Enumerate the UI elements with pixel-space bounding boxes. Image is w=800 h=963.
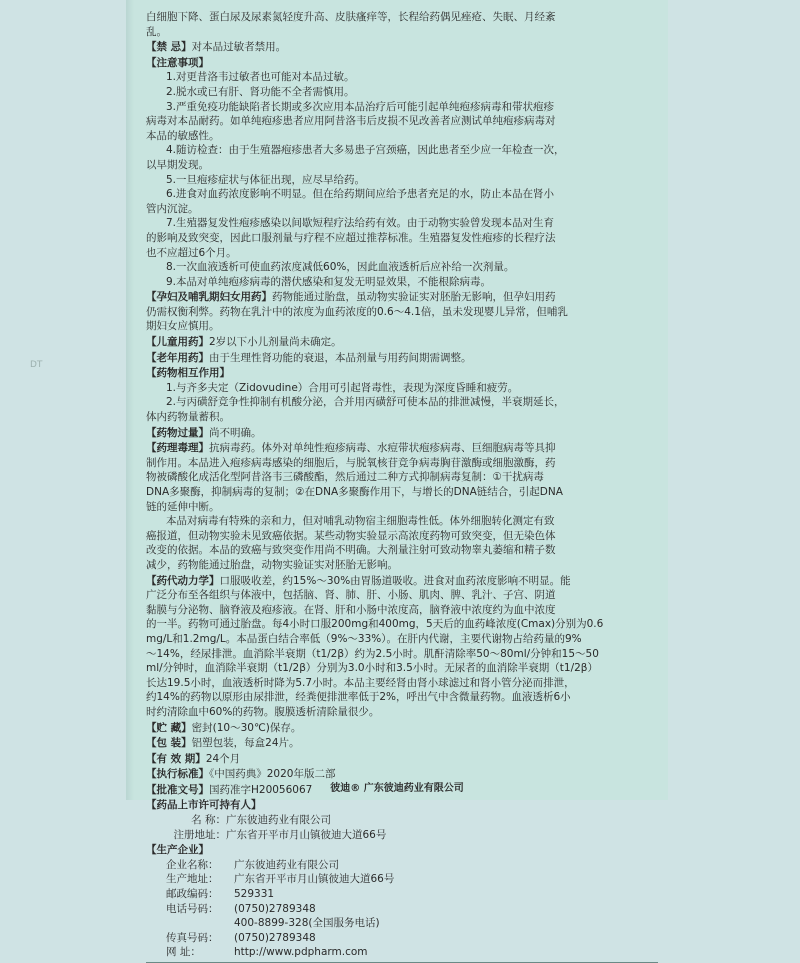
section-heading: 【执行标准】 [146, 768, 209, 781]
section-text: 密封(10～30℃)保存。 [191, 721, 302, 734]
section-text: 2岁以下小儿剂量尚未确定。 [209, 336, 342, 349]
contraindication-section [146, 40, 658, 55]
field-label: 邮政编码： [166, 888, 219, 901]
field-label: 网 址： [166, 946, 201, 959]
manufacturer-field [146, 945, 658, 960]
pharmacology-section [146, 441, 658, 456]
text-line: 物被磷酸化成活化型阿昔洛韦三磷酸酯，然后通过二种方式抑制病毒复制：①干扰病毒 [146, 471, 544, 484]
section-heading: 【药物过量】 [146, 426, 209, 439]
text-line: 2.与丙磺舒竞争性抑制有机酸分泌，合并用丙磺舒可使本品的排泄减慢，半衰期延长， [166, 396, 565, 409]
text-line: 也不应超过6个月。 [146, 246, 237, 259]
field-value: 广东彼迪药业有限公司 [234, 858, 339, 871]
manufacturer-field [146, 931, 658, 946]
section-heading: 【禁 忌】 [146, 41, 192, 54]
field-value: (0750)2789348 [234, 931, 316, 944]
field-label: 生产地址： [166, 873, 219, 886]
text-line: 长达19.5小时，血液透析时降为5.7小时。本品主要经肾由肾小球滤过和肾小管分泌而排泄， [146, 676, 575, 689]
text-line: 4.随访检查：由于生殖器疱疹患者大多易患子宫颈癌，因此患者至少应一年检查一次， [166, 144, 565, 157]
validity-section [146, 752, 658, 767]
text-line: 7.生殖器复发性疱疹感染以间歇短程疗法给药有效。由于动物实验曾发现本品对生育 [166, 217, 555, 230]
text-line: 本品的敏感性。 [146, 129, 220, 142]
field-value: http://www.pdpharm.com [234, 946, 368, 959]
field-label: 名 称： [191, 814, 226, 827]
text-line: 1.与齐多夫定（Zidovudine）合用可引起肾毒性，表现为深度昏睡和疲劳。 [166, 381, 519, 394]
children-section [146, 335, 658, 350]
manufacturer-field [146, 858, 658, 873]
text-line: 减少，药物能通过胎盘，动物实验证实对胚胎无影响。 [146, 558, 398, 571]
section-text: 《中国药典》2020年版二部 [209, 768, 336, 781]
section-heading: 【孕妇及哺乳期妇女用药】 [146, 291, 272, 304]
text-line: 制作用。本品进入疱疹病毒感染的细胞后，与脱氧核苷竞争病毒胸苷激酶或细胞激酶，药 [146, 456, 556, 469]
manufacturer-field [146, 887, 658, 902]
text-line: 白细胞下降、蛋白尿及尿素氮轻度升高、皮肤瘙痒等，长程给药偶见痤疮、失眠、月经紊 [146, 11, 556, 23]
pregnancy-section [146, 290, 658, 305]
field-value: 529331 [234, 888, 275, 901]
section-heading: 【包 装】 [146, 737, 192, 750]
text-line: 黏膜与分泌物、脑脊液及疱疹液。在肾、肝和小肠中浓度高，脑脊液中浓度约为血中浓度 [146, 603, 556, 616]
field-value: 广东省开平市月山镇彼迪大道66号 [234, 873, 395, 886]
text-line: 改变的依据。本品的致癌与致突变作用尚不明确。大剂量注射可致动物睾丸萎缩和精子数 [146, 544, 556, 557]
section-heading: 【药理毒理】 [146, 442, 209, 455]
section-heading: 【贮 藏】 [146, 721, 192, 734]
manufacturer-heading: 【生产企业】 [146, 844, 209, 857]
text-line: 的一半。药物可通过胎盘。每4小时口服200mg和400mg，5天后的血药峰浓度(Cmax)分别为0.6 [146, 618, 604, 631]
text-line: 1.对更昔洛韦过敏者也可能对本品过敏。 [166, 71, 355, 84]
section-text: 国药准字H20056067 [209, 783, 313, 796]
section-text: 铝塑包装，每盒24片。 [191, 737, 300, 750]
text-line: 病毒对本品耐药。如单纯疱疹患者应用阿昔洛韦后皮损不见改善者应测试单纯疱疹病毒对 [146, 115, 556, 128]
text-line: 约14%的药物以原形由尿排泄，经粪便排泄率低于2%，呼出气中含微量药物。血液透析6小 [146, 691, 571, 704]
text-line: 8.一次血液透析可使血药浓度减低60%，因此血液透析后应补给一次剂量。 [166, 261, 515, 274]
section-heading: 【批准文号】 [146, 783, 209, 796]
package-insert-page [126, 0, 668, 959]
text-line: 广泛分布至各组织与体液中，包括脑、肾、肺、肝、小肠、肌肉、脾、乳汁、子宫、阴道 [146, 589, 556, 602]
text-line: 6.进食对血药浓度影响不明显。但在给药期间应给予患者充足的水，防止本品在肾小 [166, 188, 555, 201]
precautions-body [146, 70, 658, 289]
elderly-section [146, 351, 658, 366]
text-line: 管内沉淀。 [146, 202, 199, 215]
precautions-heading: 【注意事项】 [146, 56, 209, 69]
text-line: ml/分钟时，血消除半衰期（t1/2β）分别为3.0小时和3.5小时。无尿者的血消除半衰期（t1/2β） [146, 662, 599, 675]
section-text: 药物能通过胎盘，虽动物实验证实对胚胎无影响，但孕妇用药 [272, 291, 556, 304]
text-line: 5.一旦疱疹症状与体征出现，应尽早给药。 [166, 173, 366, 186]
field-value: 广东彼迪药业有限公司 [226, 814, 331, 827]
text-line: 的影响及致突变，因此口服剂量与疗程不应超过推荐标准。生殖器复发性疱疹的长程疗法 [146, 231, 556, 244]
overdose-section [146, 426, 658, 441]
text-line: 9.本品对单纯疱疹病毒的潜伏感染和复发无明显效果，不能根除病毒。 [166, 275, 492, 288]
text-line: 乱。 [146, 25, 167, 38]
text-line: 仍需权衡利弊。药物在乳汁中的浓度为血药浓度的0.6～4.1倍，虽未发现婴儿异常，但哺乳 [146, 305, 568, 318]
section-heading: 【儿童用药】 [146, 336, 209, 349]
field-label: 传真号码： [166, 931, 219, 944]
text-line: 2.脱水或已有肝、肾功能不全者需慎用。 [166, 85, 355, 98]
footer-brand: 彼迪® 广东彼迪药业有限公司 [330, 783, 464, 794]
text-line: 癌报道，但动物实验未见致癌依据。某些动物实验显示高浓度药物可致突变，但无染色体 [146, 529, 556, 542]
field-label: 注册地址： [173, 828, 226, 841]
watermark-left: DT [30, 360, 43, 370]
mah-heading: 【药品上市许可持有人】 [146, 799, 262, 812]
pharmacokinetics-section [146, 574, 658, 589]
text-line: 以早期发现。 [146, 158, 209, 171]
manufacturer-field [146, 902, 658, 917]
field-value: (0750)2789348 [234, 902, 316, 915]
section-text: 口服吸收差，约15%～30%由胃肠道吸收。进食对血药浓度影响不明显。能 [219, 574, 571, 587]
section-text: 抗病毒药。体外对单纯性疱疹病毒、水痘带状疱疹病毒、巨细胞病毒等具抑 [209, 442, 556, 455]
text-line: mg/L和1.2mg/L。本品蛋白结合率低（9%～33%）。在肝内代谢，主要代谢物占给药量的9% [146, 632, 582, 645]
field-label [166, 916, 234, 931]
mah-field [146, 813, 658, 828]
storage-section [146, 721, 658, 736]
field-label: 电话号码： [166, 902, 219, 915]
manufacturer-field [146, 916, 658, 931]
mah-field [146, 828, 658, 843]
text-line: 体内药物量蓄积。 [146, 411, 230, 424]
text-line: 期妇女应慎用。 [146, 320, 220, 333]
text-line: 链的延伸中断。 [146, 500, 220, 513]
section-heading: 【药代动力学】 [146, 574, 220, 587]
text-line: 3.严重免疫功能缺陷者长期或多次应用本品治疗后可能引起单纯疱疹病毒和带状疱疹 [166, 100, 555, 113]
field-value: 400-8899-328(全国服务电话) [234, 917, 380, 930]
manufacturer-field [146, 872, 658, 887]
section-text: 24个月 [205, 752, 241, 765]
section-text: 尚不明确。 [209, 426, 262, 439]
text-line: 时约清除血中60%的药物。腹膜透析清除量很少。 [146, 705, 380, 718]
field-value: 广东省开平市月山镇彼迪大道66号 [226, 828, 387, 841]
package-section [146, 736, 658, 751]
section-heading: 【老年用药】 [146, 351, 209, 364]
section-heading: 【有 效 期】 [146, 752, 206, 765]
interactions-heading: 【药物相互作用】 [146, 367, 230, 380]
section-text: 对本品过敏者禁用。 [191, 41, 287, 54]
text-line: ～14%，经尿排泄。血消除半衰期（t1/2β）约为2.5小时。肌酐清除率50～80ml/分钟和15～50 [146, 647, 599, 660]
section-text: 由于生理性肾功能的衰退，本品剂量与用药间期需调整。 [209, 351, 472, 364]
text-line: DNA多聚酶，抑制病毒的复制；②在DNA多聚酶作用下，与增长的DNA链结合，引起DNA [146, 486, 563, 498]
text-line: 本品对病毒有特殊的亲和力，但对哺乳动物宿主细胞毒性低。体外细胞转化测定有致 [166, 515, 555, 528]
field-label: 企业名称： [166, 858, 219, 871]
